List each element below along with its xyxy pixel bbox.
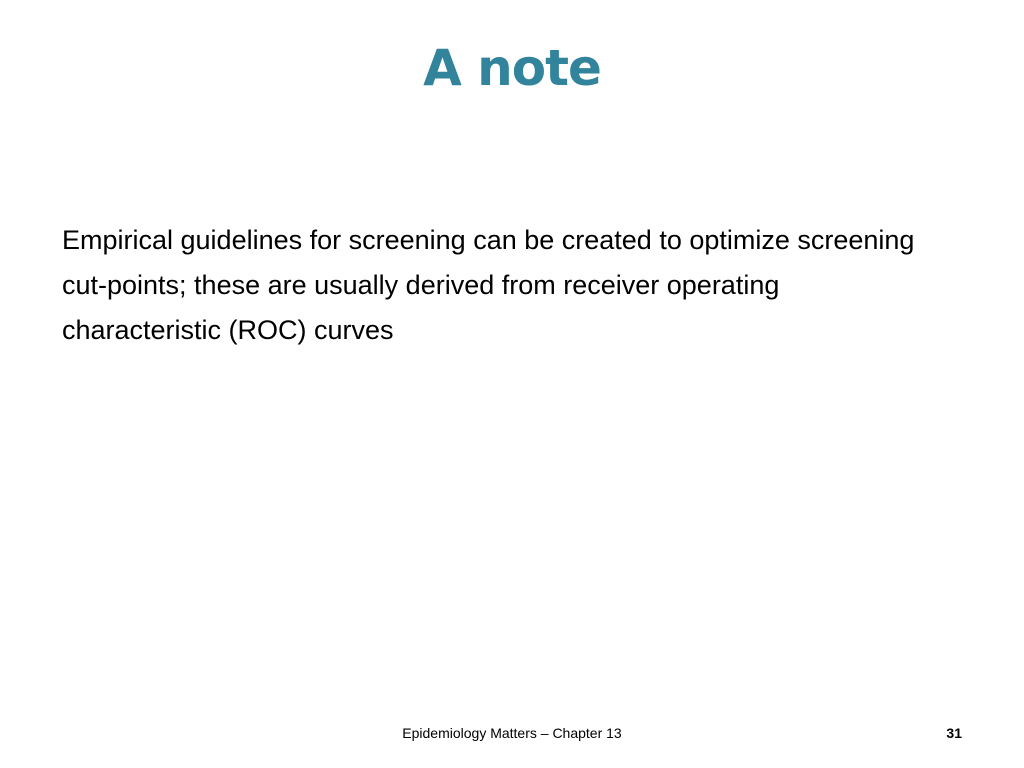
slide-footer [0, 722, 1024, 744]
slide-number: 31 [946, 725, 962, 741]
slide-title: A note [423, 39, 601, 97]
footer-text: Epidemiology Matters – Chapter 13 [402, 725, 622, 741]
slide-body-text: Empirical guidelines for screening can be created to optimize screening cut-points; these are usually derived from receiver operating characteristic (ROC) curves [62, 225, 915, 345]
